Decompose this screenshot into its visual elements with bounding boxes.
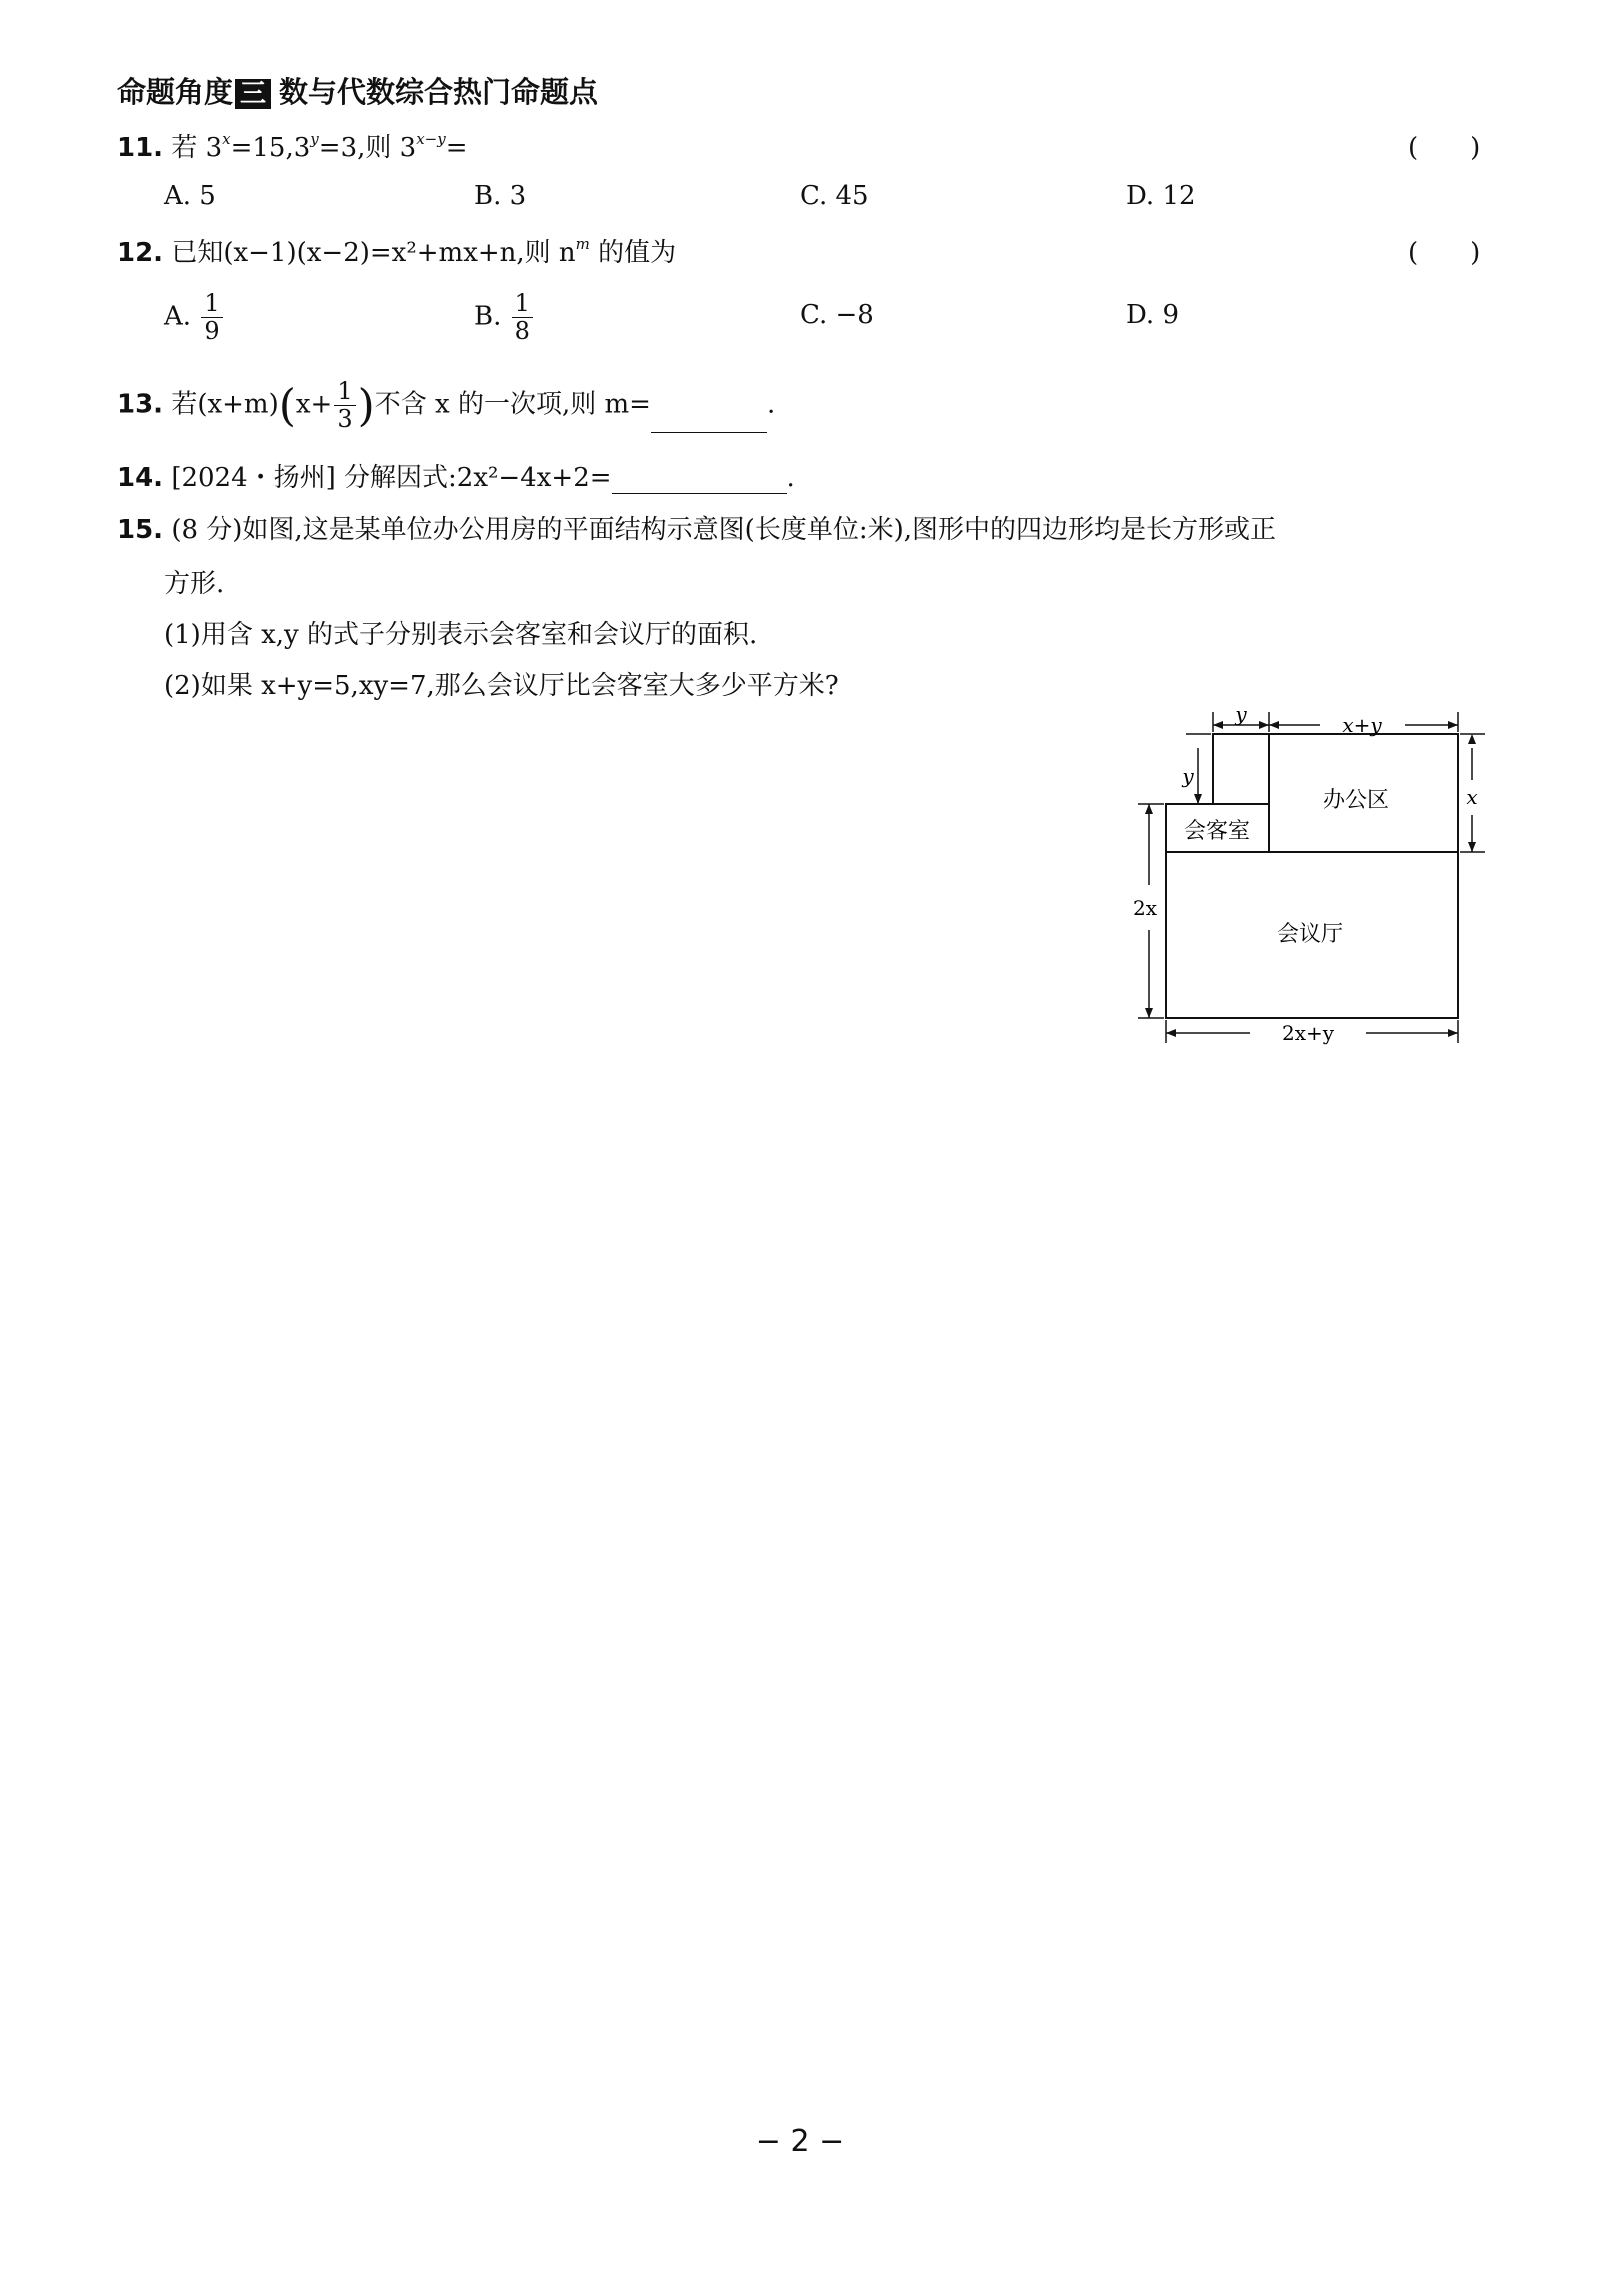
q11-option-a: A. 5 [164, 181, 216, 211]
q11-exp-xy: x−y [416, 130, 446, 148]
q13-mid: x+ [295, 389, 333, 420]
q15-line2: 方形. [164, 569, 225, 599]
label-2xy: 2x+y [1281, 1021, 1335, 1045]
q11-text-d: = [445, 133, 468, 163]
question-12 [117, 232, 676, 269]
question-15 [117, 509, 1276, 546]
question-number: 11. [117, 133, 164, 163]
answer-paren-11: ( ) [1408, 133, 1481, 163]
question-11 [117, 127, 468, 164]
q11-option-c: C. 45 [800, 181, 869, 211]
q11-option-b: B. 3 [474, 181, 527, 211]
q12-exp: m [575, 235, 590, 253]
answer-paren-12: ( ) [1408, 238, 1481, 268]
q11-text-b: =15,3 [230, 133, 311, 163]
label-xy-top: x+y [1342, 713, 1382, 737]
answer-blank-14[interactable] [612, 467, 787, 494]
q12-option-b [474, 290, 535, 345]
q12-option-d: D. 9 [1126, 300, 1179, 330]
left-paren: ( [278, 380, 296, 432]
q11-text: 若 3 [171, 133, 223, 163]
q12-option-a [164, 290, 225, 345]
denominator: 3 [337, 405, 353, 433]
section-badge: 三 [235, 79, 271, 109]
q12-text: 已知(x−1)(x−2)=x²+mx+n,则 n [171, 238, 576, 268]
q12-tail: 的值为 [589, 238, 677, 268]
right-paren: ) [357, 380, 375, 432]
answer-blank-13[interactable] [651, 406, 767, 433]
question-14 [117, 457, 795, 494]
q13-end: . [766, 389, 776, 420]
q13-pre: 若(x+m) [171, 389, 279, 420]
numerator: 1 [201, 290, 222, 318]
q12-option-c: C. −8 [800, 300, 874, 330]
square-room [1213, 734, 1269, 804]
section-prefix: 命题角度 [117, 75, 234, 109]
room-office-label: 办公区 [1322, 788, 1390, 813]
numerator: 1 [512, 290, 533, 318]
label-x-right: x [1466, 785, 1478, 809]
q11-exp-x: x [222, 130, 231, 148]
q14-end: . [786, 463, 795, 493]
denominator: 9 [204, 317, 220, 345]
label-2x: 2x [1132, 896, 1158, 920]
section-heading [117, 70, 598, 111]
label-y-top: y [1235, 705, 1247, 726]
q15-part2: (2)如果 x+y=5,xy=7,那么会议厅比会客室大多少平方米? [164, 671, 839, 701]
q14-text: [2024・扬州] 分解因式:2x²−4x+2= [171, 463, 612, 493]
q15-line1: (8 分)如图,这是某单位办公用房的平面结构示意图(长度单位:米),图形中的四边形均是长方形或正 [171, 515, 1276, 545]
q15-part1: (1)用含 x,y 的式子分别表示会客室和会议厅的面积. [164, 620, 758, 650]
q11-exp-y: y [310, 130, 319, 148]
denominator: 8 [514, 317, 530, 345]
fraction [512, 290, 533, 345]
option-letter: B. [474, 301, 502, 332]
question-13 [117, 378, 775, 433]
question-number: 15. [117, 515, 164, 545]
q13-post: 不含 x 的一次项,则 m= [374, 389, 651, 420]
option-letter: A. [164, 301, 192, 332]
question-number: 14. [117, 463, 164, 493]
numerator: 1 [334, 378, 355, 406]
question-number: 12. [117, 238, 164, 268]
room-meeting-label: 会议厅 [1276, 922, 1344, 947]
floor-plan-figure [1130, 705, 1510, 1055]
q11-option-d: D. 12 [1126, 181, 1196, 211]
page-number: − 2 − [755, 2124, 845, 2159]
label-y-left: y [1182, 764, 1194, 788]
room-reception-label: 会客室 [1183, 819, 1251, 844]
section-title: 数与代数综合热门命题点 [279, 75, 599, 109]
fraction [201, 290, 222, 345]
question-number: 13. [117, 389, 164, 420]
q11-text-c: =3,则 3 [318, 133, 417, 163]
fraction [334, 378, 355, 433]
